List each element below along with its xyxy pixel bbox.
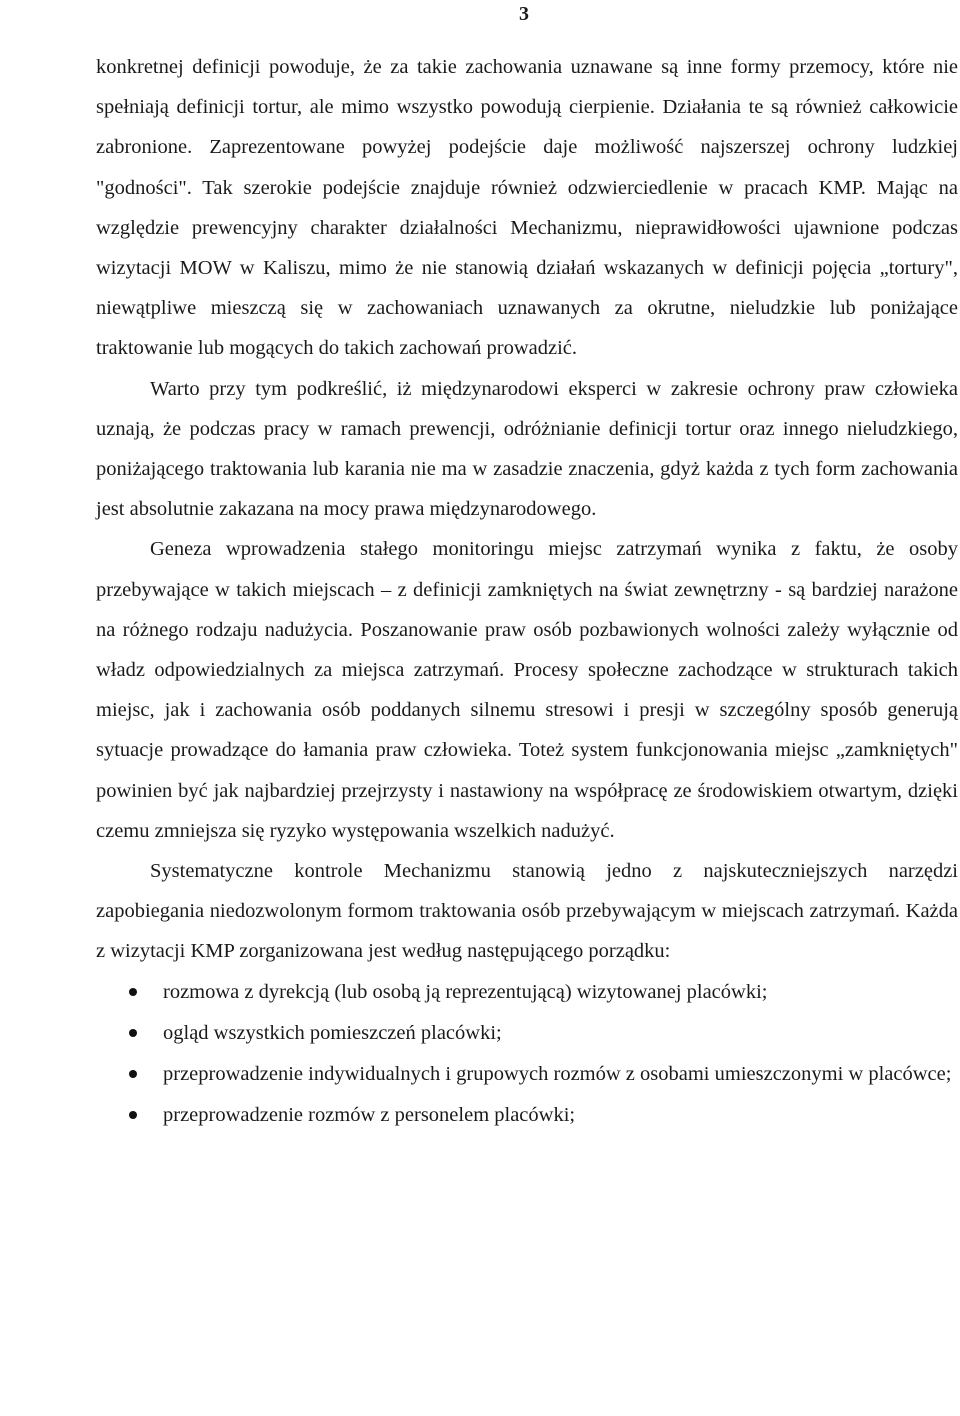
paragraph-2: Warto przy tym podkreślić, iż międzynarodowi eksperci w zakresie ochrony praw człowieka uznają, że podczas pracy w ramach prewencji, odróżnianie definicji tortur oraz innego nieludzkiego, poniżającego traktowania lub karania nie ma w zasadzie znaczenia, gdyż każda z tych form zachowania jest absolutnie zakazana na mocy prawa międzynarodowego.	[96, 377, 958, 521]
bullet-icon	[129, 1111, 137, 1119]
bullet-icon	[129, 988, 137, 996]
list-item	[96, 972, 958, 1012]
paragraph-1: konkretnej definicji powoduje, że za takie zachowania uznawane są inne formy przemocy, które nie spełniają definicji tortur, ale mimo wszystko powodują cierpienie. Działania te są również całkowicie zabronione. Zaprezentowane powyżej podejście daje możliwość najszerszej ochrony ludzkiej "godności". Tak szerokie podejście znajduje również odzwierciedlenie w pracach KMP. Mając na względzie prewencyjny charakter działalności Mechanizmu, nieprawidłowości ujawnione podczas wizytacji MOW w Kaliszu, mimo że nie stanowią działań wskazanych w definicji pojęcia „tortury", niewątpliwe mieszczą się w zachowaniach uznawanych za okrutne, nieludzkie lub poniżające traktowanie lub mogących do takich zachowań prowadzić.	[96, 56, 958, 360]
list-item-text: rozmowa z dyrekcją (lub osobą ją reprezentującą) wizytowanej placówki;	[163, 980, 768, 1003]
page-number: 3	[519, 3, 529, 25]
bullet-icon	[129, 1070, 137, 1078]
list-item	[96, 1054, 958, 1094]
visit-procedure-list	[96, 972, 958, 1136]
list-item-text: przeprowadzenie indywidualnych i grupowych rozmów z osobami umieszczonymi w placówce;	[163, 1063, 952, 1086]
document-body	[96, 47, 958, 1135]
paragraph-3: Geneza wprowadzenia stałego monitoringu miejsc zatrzymań wynika z faktu, że osoby przebywające w takich miejscach – z definicji zamkniętych na świat zewnętrzny - są bardziej narażone na różnego rodzaju nadużycia. Poszanowanie praw osób pozbawionych wolności zależy wyłącznie od władz odpowiedzialnych za miejsca zatrzymań. Procesy społeczne zachodzące w strukturach takich miejsc, jak i zachowania osób poddanych silnemu stresowi i presji w szczególny sposób generują sytuacje prowadzące do łamania praw człowieka. Toteż system funkcjonowania miejsc „zamkniętych" powinien być jak najbardziej przejrzysty i nastawiony na współpracę ze środowiskiem otwartym, dzięki czemu zmniejsza się ryzyko występowania wszelkich nadużyć.	[96, 538, 958, 842]
bullet-icon	[129, 1029, 137, 1037]
list-item-text: ogląd wszystkich pomieszczeń placówki;	[163, 1021, 502, 1044]
list-item	[96, 1095, 958, 1135]
list-item	[96, 1013, 958, 1053]
paragraph-4: Systematyczne kontrole Mechanizmu stanowią jedno z najskuteczniejszych narzędzi zapobiegania niedozwolonym formom traktowania osób przebywającym w miejscach zatrzymań. Każda z wizytacji KMP zorganizowana jest według następującego porządku:	[96, 860, 958, 963]
list-item-text: przeprowadzenie rozmów z personelem placówki;	[163, 1104, 576, 1127]
